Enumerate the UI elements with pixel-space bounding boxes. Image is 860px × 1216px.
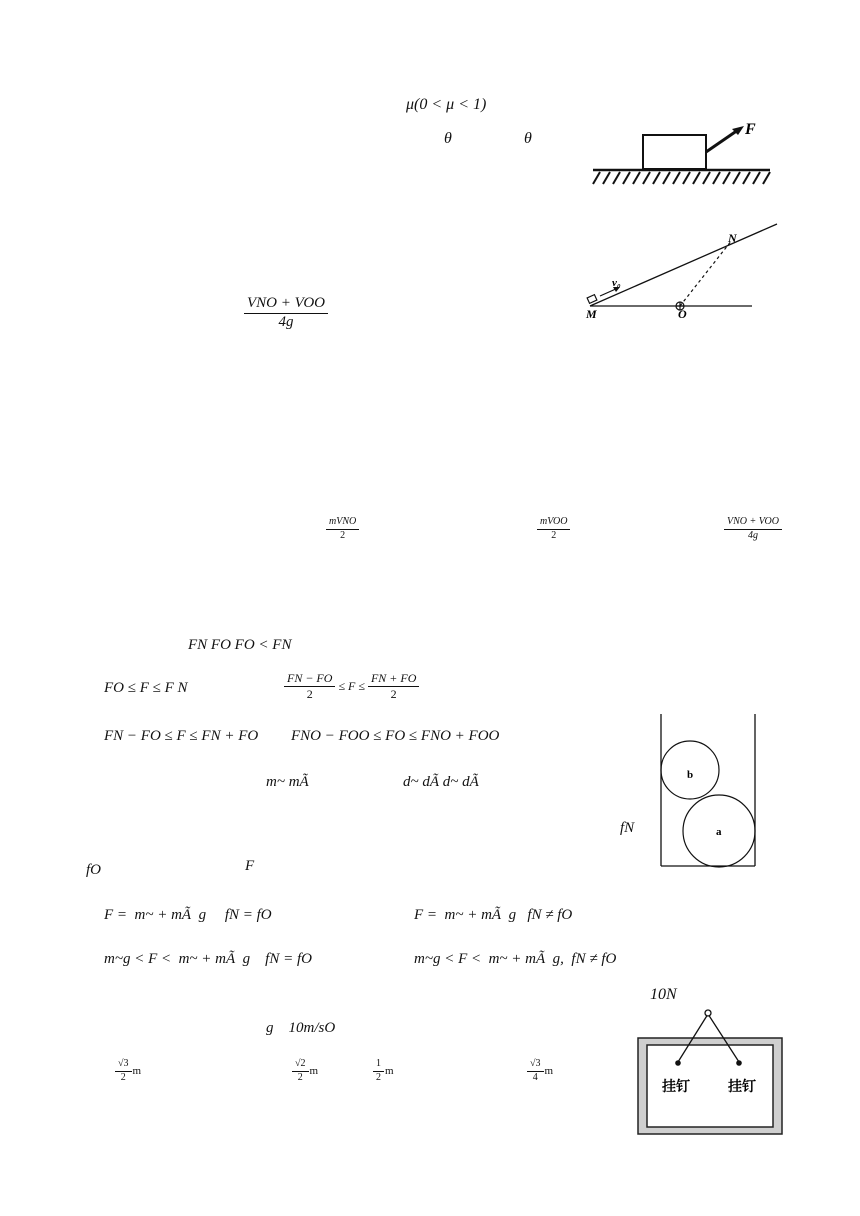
q5-option-b-unit: m bbox=[309, 1065, 319, 1077]
q5-weight: 10N bbox=[650, 986, 677, 1003]
q5-option-c bbox=[373, 1059, 394, 1083]
q5-option-c-denominator: 2 bbox=[376, 1071, 381, 1083]
q4-option-a: F = m~ + mÃ g fN = fO bbox=[104, 907, 272, 923]
q3-option-b-right-numerator: FN + FO bbox=[368, 672, 419, 687]
q2-option-b-denominator: 2 bbox=[551, 529, 557, 541]
q3-option-b-left-denominator: 2 bbox=[306, 686, 313, 701]
q2-option-a-numerator: mVNO bbox=[326, 517, 359, 530]
q4-diameters: d~ dÃ d~ dÃ bbox=[403, 774, 479, 790]
angle-theta-2: θ bbox=[524, 130, 532, 147]
point-m-label: M bbox=[586, 307, 597, 321]
q2-option-b-numerator: mVOO bbox=[537, 517, 570, 530]
q2-option-a-denominator: 2 bbox=[340, 529, 346, 541]
q5-option-c-numerator: 1 bbox=[373, 1059, 384, 1072]
q5-option-b-numerator: √2 bbox=[292, 1059, 309, 1072]
q2-option-c-numerator: VNO + VOO bbox=[724, 517, 782, 530]
q5-gravity: g 10m/sO bbox=[266, 1020, 336, 1036]
q5-option-a-denominator: 2 bbox=[120, 1071, 126, 1083]
q3-option-b bbox=[284, 672, 419, 700]
q5-option-b bbox=[292, 1059, 318, 1083]
q5-option-d-unit: m bbox=[544, 1065, 554, 1077]
q2-option-b bbox=[537, 517, 570, 541]
left-nail-label: 挂钉 bbox=[662, 1079, 690, 1095]
block-on-ground-figure bbox=[588, 118, 778, 188]
velocity-label: v₀ bbox=[612, 277, 621, 289]
point-o-label: O bbox=[678, 307, 687, 321]
q2-option-c bbox=[724, 517, 782, 541]
angle-theta-1: θ bbox=[444, 130, 452, 147]
force-label: F bbox=[745, 121, 756, 138]
ball-a-label: a bbox=[716, 826, 722, 838]
q4-masses: m~ mÃ bbox=[266, 774, 309, 790]
q5-option-d-denominator: 4 bbox=[532, 1071, 538, 1083]
q5-option-a-numerator: √3 bbox=[115, 1059, 132, 1072]
right-nail-label: 挂钉 bbox=[728, 1079, 756, 1095]
velocity-fraction-denominator: 4g bbox=[278, 313, 294, 330]
q5-option-a-unit: m bbox=[132, 1065, 142, 1077]
q4-option-d: m~g < F < m~ + mÃ g, fN ≠ fO bbox=[414, 951, 617, 967]
friction-coefficient-expression: μ(0 < μ < 1) bbox=[406, 96, 487, 113]
q3-given-forces: FN FO FO < FN bbox=[188, 637, 292, 653]
incline-mno-figure bbox=[582, 216, 782, 326]
q3-option-b-right-denominator: 2 bbox=[390, 686, 397, 701]
q3-option-b-inequality: ≤ F ≤ bbox=[335, 678, 368, 693]
q5-option-a bbox=[115, 1059, 141, 1083]
q5-option-d bbox=[527, 1059, 553, 1083]
q3-option-d: FNO − FOO ≤ FO ≤ FNO + FOO bbox=[291, 728, 500, 744]
q5-option-c-unit: m bbox=[385, 1065, 394, 1077]
point-n-label: N bbox=[728, 231, 737, 245]
q4-total-force-label: F bbox=[245, 858, 255, 874]
q4-option-b: F = m~ + mÃ g fN ≠ fO bbox=[414, 907, 573, 923]
q5-option-b-denominator: 2 bbox=[297, 1071, 303, 1083]
q2-option-a bbox=[326, 517, 359, 541]
velocity-fraction bbox=[244, 296, 328, 331]
ball-b-label: b bbox=[687, 769, 694, 781]
velocity-fraction-numerator: VNO + VOO bbox=[244, 296, 328, 314]
hanging-picture-frame-figure bbox=[636, 1008, 786, 1138]
q3-option-c: FN − FO ≤ F ≤ FN + FO bbox=[104, 728, 259, 744]
two-balls-container-figure bbox=[658, 712, 758, 868]
q4-bottom-force-label: fO bbox=[86, 862, 101, 878]
q4-option-c: m~g < F < m~ + mÃ g fN = fO bbox=[104, 951, 312, 967]
q5-option-d-numerator: √3 bbox=[527, 1059, 544, 1072]
q3-option-a: FO ≤ F ≤ F N bbox=[104, 680, 188, 696]
q4-wall-force-label: fN bbox=[620, 820, 635, 836]
q3-option-b-left-numerator: FN − FO bbox=[284, 672, 335, 687]
q2-option-c-denominator: 4g bbox=[748, 529, 758, 541]
